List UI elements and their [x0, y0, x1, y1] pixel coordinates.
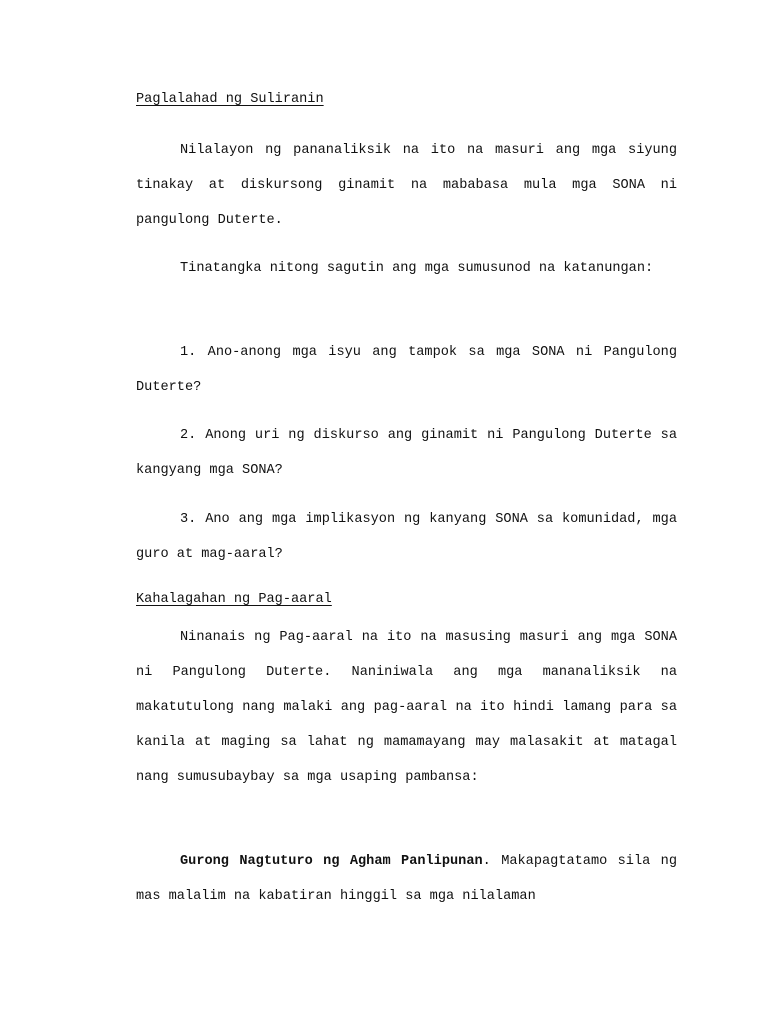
intro-paragraph: Nilalayon ng pananaliksik na ito na masuri ang mga siyung tinakay at diskursong ginamit na mababasa mula mga SONA ni pangulong Duterte.: [136, 143, 677, 228]
beneficiary-punct: .: [482, 854, 491, 869]
question-item-1: 1. Ano-anong mga isyu ang tampok sa mga SONA ni Pangulong Duterte?: [136, 345, 677, 395]
beneficiary-paragraph: [136, 844, 677, 914]
kahalagahan-paragraph: Ninanais ng Pag-aaral na ito na masusing masuri ang mga SONA ni Pangulong Duterte. Naniniwala ang mga mananaliksik na makatutulong nang malaki ang pag-aaral na ito hindi lamang para sa kanila at maging sa lahat ng mamamayang may malasakit at matagal nang sumusubaybay sa mga usaping pambansa:: [136, 630, 677, 785]
question-item-2: 2. Anong uri ng diskurso ang ginamit ni Pangulong Duterte sa kangyang mga SONA?: [136, 428, 677, 478]
beneficiary-title: Gurong Nagtuturo ng Agham Panlipunan: [180, 854, 483, 869]
question-item-3: 3. Ano ang mga implikasyon ng kanyang SONA sa komunidad, mga guro at mag-aaral?: [136, 512, 677, 562]
section-heading-kahalagahan: Kahalagahan ng Pag-aaral: [136, 592, 332, 607]
lead-paragraph: Tinatangka nitong sagutin ang mga sumusunod na katanungan:: [180, 261, 654, 276]
section-heading-paglalahad: Paglalahad ng Suliranin: [136, 92, 324, 107]
beneficiary-text: Makapagtatamo sila ng mas malalim na kabatiran hinggil sa mga nilalaman: [136, 854, 677, 904]
